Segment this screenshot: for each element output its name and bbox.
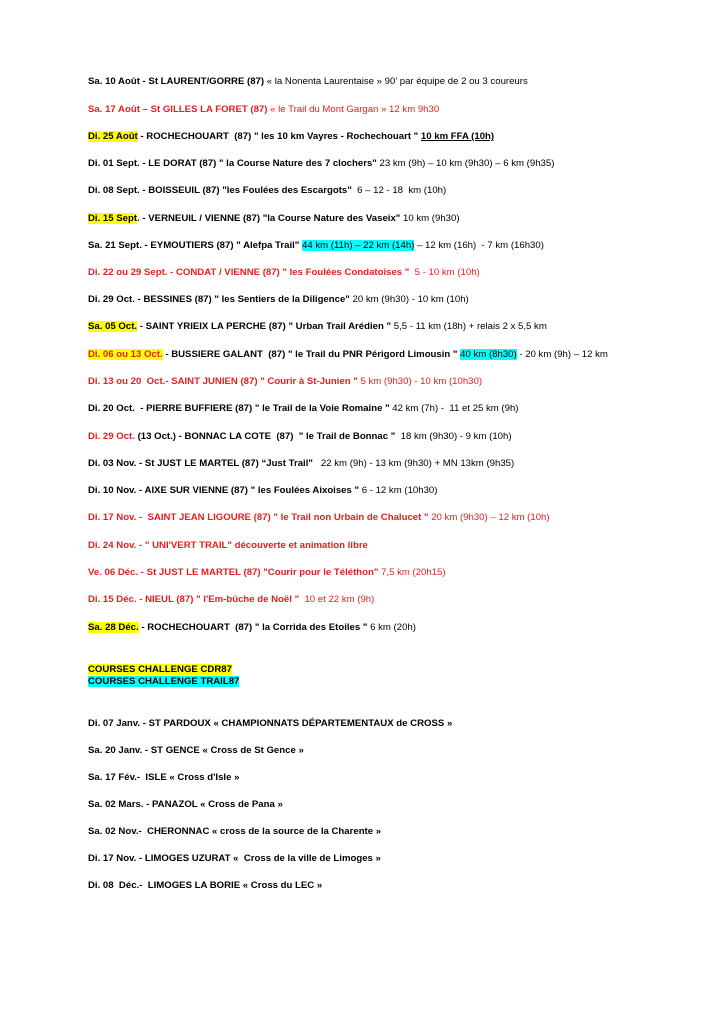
event-details: - 20 km (9h) – 12 km bbox=[516, 349, 608, 360]
event-place: NIEUL (87) bbox=[145, 594, 197, 605]
event-details: 5,5 - 11 km (18h) + relais 2 x 5,5 km bbox=[393, 321, 547, 332]
event-date: Di. 22 ou 29 Sept. bbox=[88, 267, 168, 278]
event-date: Sa. 05 Oct. bbox=[88, 321, 138, 332]
event-date: Sa. 10 Août bbox=[88, 76, 140, 87]
event-date: Di. 15 Sept bbox=[88, 213, 138, 224]
event-date: Di. 20 Oct. bbox=[88, 403, 135, 414]
event-highlight: 40 km (8h30) bbox=[460, 349, 517, 360]
event-line bbox=[88, 403, 518, 415]
event-details: 20 km (9h30) – 12 km (10h) bbox=[431, 512, 550, 523]
event-name: "Courir pour le Téléthon" bbox=[263, 567, 382, 578]
event-name: "les Foulées des Escargots" bbox=[222, 185, 355, 196]
event-details: 6 – 12 - 18 km (10h) bbox=[354, 185, 447, 196]
event-date: Di. 10 Nov. bbox=[88, 485, 137, 496]
event-place: AIXE SUR VIENNE (87) bbox=[144, 485, 251, 496]
event-place: VERNEUIL / VIENNE (87) bbox=[148, 213, 263, 224]
legend-trail87-label: COURSES CHALLENGE TRAIL87 bbox=[88, 676, 240, 687]
event-date: Di. 29 Oct. bbox=[88, 294, 135, 305]
event-details: 10 km FFA (10h) bbox=[420, 131, 495, 142]
event-place: SAINT JEAN LIGOURE (87) bbox=[147, 512, 274, 523]
event-name: " l'Em-bûche de Noël " bbox=[196, 594, 302, 605]
event-highlight: 44 km (11h) – 22 km (14h) bbox=[302, 240, 415, 251]
event-place: BUSSIERE GALANT (87) bbox=[171, 349, 288, 360]
event-line bbox=[88, 431, 512, 443]
event-name: " Urban Trail Arédien " bbox=[288, 321, 394, 332]
event-separator: - bbox=[141, 240, 151, 251]
event-details: 5 - 10 km (10h) bbox=[412, 267, 480, 278]
event-name: " les Sentiers de la Diligence" bbox=[214, 294, 353, 305]
cross-line bbox=[88, 880, 322, 892]
event-separator: - bbox=[136, 540, 145, 551]
event-separator: - bbox=[136, 458, 145, 469]
event-line bbox=[88, 185, 446, 197]
event-date: Sa. 21 Sept. bbox=[88, 240, 142, 251]
event-place: BESSINES (87) bbox=[143, 294, 215, 305]
event-name: " Alefpa Trail" bbox=[236, 240, 303, 251]
event-name: " le Trail de la Voie Romaine " bbox=[254, 403, 393, 414]
cross-line bbox=[88, 799, 283, 811]
event-details: 7,5 km (20h15) bbox=[381, 567, 446, 578]
event-name: " le Trail de Bonnac " bbox=[298, 431, 398, 442]
event-line bbox=[88, 349, 608, 361]
event-date: Di. 15 Déc. bbox=[88, 594, 137, 605]
event-name: " le Trail non Urbain de Chalucet " bbox=[273, 512, 432, 523]
legend-trail87 bbox=[88, 676, 239, 688]
event-date: Di. 24 Nov. bbox=[88, 540, 137, 551]
event-place: ROCHECHOUART (87) bbox=[147, 622, 255, 633]
event-line bbox=[88, 321, 547, 333]
event-date: Di. 03 Nov. bbox=[88, 458, 137, 469]
cross-name: « Cross de Pana » bbox=[200, 799, 283, 810]
event-details: 10 et 22 km (9h) bbox=[301, 594, 375, 605]
cross-line bbox=[88, 745, 304, 757]
event-line bbox=[88, 104, 439, 116]
event-line bbox=[88, 76, 528, 88]
cross-date: Sa. 02 Nov. bbox=[88, 826, 139, 837]
cross-date: Sa. 02 Mars. bbox=[88, 799, 144, 810]
cross-date: Di. 17 Nov. bbox=[88, 853, 137, 864]
cross-separator: - bbox=[143, 799, 152, 810]
event-place: EYMOUTIERS (87) bbox=[150, 240, 237, 251]
cross-place: CHERONNAC bbox=[147, 826, 213, 837]
cross-place: ST GENCE bbox=[150, 745, 203, 756]
event-name: " le Trail du PNR Périgord Limousin " bbox=[287, 349, 461, 360]
event-separator: - bbox=[139, 158, 149, 169]
cross-place: ISLE bbox=[145, 772, 170, 783]
event-details: 22 km (9h) - 13 km (9h30) + MN 13km (9h35) bbox=[315, 458, 515, 469]
event-line bbox=[88, 158, 554, 170]
cross-separator: - bbox=[142, 745, 151, 756]
event-separator: – bbox=[139, 104, 151, 115]
event-separator: - bbox=[138, 567, 147, 578]
event-separator: - bbox=[167, 267, 176, 278]
event-line bbox=[88, 267, 480, 279]
event-separator: - bbox=[165, 376, 172, 387]
event-line bbox=[88, 512, 550, 524]
event-separator: - bbox=[137, 131, 147, 142]
event-date: Di. 06 ou 13 Oct. bbox=[88, 349, 163, 360]
event-line bbox=[88, 376, 482, 388]
cross-date: Di. 07 Janv. bbox=[88, 718, 141, 729]
event-place: SAINT YRIEIX LA PERCHE (87) bbox=[145, 321, 289, 332]
event-separator: - bbox=[138, 622, 148, 633]
cross-name: « CHAMPIONNATS DÉPARTEMENTAUX de CROSS » bbox=[213, 718, 453, 729]
event-name: " les Foulées Condatoises " bbox=[282, 267, 413, 278]
event-place: SAINT JUNIEN (87) bbox=[171, 376, 261, 387]
cross-separator: - bbox=[138, 826, 148, 837]
event-separator: - bbox=[136, 594, 146, 605]
event-date: Di. 08 Sept. bbox=[88, 185, 140, 196]
event-place: ROCHECHOUART (87) bbox=[146, 131, 254, 142]
event-date: Ve. 06 Déc. bbox=[88, 567, 139, 578]
event-date: Di. 17 Nov. bbox=[88, 512, 137, 523]
event-details: « la Nonenta Laurentaise » 90’ par équipe de 2 ou 3 coureurs bbox=[266, 76, 528, 87]
event-name: " UNI'VERT TRAIL" découverte et animation libre bbox=[144, 540, 368, 551]
cross-place: ST PARDOUX bbox=[148, 718, 214, 729]
event-place: St GILLES LA FORET (87) bbox=[150, 104, 271, 115]
event-line bbox=[88, 485, 437, 497]
cross-name: « Cross de la ville de Limoges » bbox=[233, 853, 381, 864]
event-details: 6 km (20h) bbox=[370, 622, 416, 633]
event-date: Di. 01 Sept. bbox=[88, 158, 140, 169]
cross-name: « Cross de St Gence » bbox=[202, 745, 304, 756]
event-place: BOISSEUIL (87) bbox=[148, 185, 223, 196]
cross-separator: - bbox=[136, 853, 145, 864]
event-date: Sa. 17 Août bbox=[88, 104, 140, 115]
event-name: " la Course Nature des 7 clochers" bbox=[218, 158, 380, 169]
event-name: " les 10 km Vayres - Rochechouart " bbox=[253, 131, 421, 142]
event-line bbox=[88, 567, 446, 579]
legend-cdr87 bbox=[88, 664, 232, 676]
event-separator: - bbox=[136, 512, 148, 523]
event-date: Di. 13 ou 20 Oct. bbox=[88, 376, 166, 387]
event-details: 6 - 12 km (10h30) bbox=[361, 485, 438, 496]
cross-place: PANAZOL bbox=[152, 799, 201, 810]
event-separator: - bbox=[162, 349, 172, 360]
event-place: LE DORAT (87) bbox=[148, 158, 219, 169]
cross-line bbox=[88, 718, 452, 730]
event-line bbox=[88, 131, 494, 143]
event-details: « le Trail du Mont Gargan » 12 km 9h30 bbox=[270, 104, 440, 115]
event-place: CONDAT / VIENNE (87) bbox=[175, 267, 283, 278]
cross-date: Di. 08 Déc. bbox=[88, 880, 140, 891]
cross-place: LIMOGES LA BORIE bbox=[147, 880, 243, 891]
event-place: St JUST LE MARTEL (87) bbox=[146, 567, 264, 578]
event-separator: - bbox=[139, 185, 149, 196]
event-details: 42 km (7h) - 11 et 25 km (9h) bbox=[392, 403, 519, 414]
event-name: " Courir à St-Junien " bbox=[260, 376, 361, 387]
event-details: 18 km (9h30) - 9 km (10h) bbox=[397, 431, 512, 442]
event-line bbox=[88, 213, 460, 225]
cross-separator: - bbox=[139, 880, 148, 891]
event-details: 5 km (9h30) - 10 km (10h30) bbox=[360, 376, 483, 387]
event-line bbox=[88, 240, 544, 252]
event-date: Di. 29 Oct. bbox=[88, 431, 135, 442]
event-line bbox=[88, 622, 416, 634]
event-details: – 12 km (16h) - 7 km (16h30) bbox=[414, 240, 544, 251]
event-name: " les Foulées Aixoises " bbox=[250, 485, 362, 496]
legend-cdr87-label: COURSES CHALLENGE CDR87 bbox=[88, 664, 232, 675]
event-line bbox=[88, 540, 368, 552]
event-line bbox=[88, 594, 374, 606]
event-line bbox=[88, 294, 469, 306]
cross-separator: - bbox=[136, 772, 146, 783]
cross-name: « cross de la source de la Charente » bbox=[212, 826, 382, 837]
event-place: St LAURENT/GORRE (87) bbox=[148, 76, 267, 87]
event-line bbox=[88, 458, 514, 470]
cross-separator: - bbox=[140, 718, 149, 729]
cross-name: « Cross d'Isle » bbox=[169, 772, 240, 783]
event-separator: - bbox=[137, 321, 146, 332]
cross-name: « Cross du LEC » bbox=[242, 880, 323, 891]
event-separator: - bbox=[134, 403, 147, 414]
event-name: " la Corrida des Etoiles " bbox=[254, 622, 371, 633]
event-place: St JUST LE MARTEL (87) bbox=[144, 458, 262, 469]
event-details: 20 km (9h30) - 10 km (10h) bbox=[352, 294, 469, 305]
event-name: “Just Trail" bbox=[261, 458, 316, 469]
event-place: BONNAC LA COTE (87) bbox=[184, 431, 299, 442]
event-separator: - bbox=[139, 76, 149, 87]
event-separator: . - bbox=[137, 213, 149, 224]
cross-line bbox=[88, 826, 381, 838]
event-separator: - bbox=[134, 294, 144, 305]
cross-date: Sa. 17 Fév. bbox=[88, 772, 137, 783]
cross-line bbox=[88, 772, 239, 784]
event-date: Sa. 28 Déc. bbox=[88, 622, 139, 633]
event-separator: (13 Oct.) - bbox=[134, 431, 185, 442]
event-details: 23 km (9h) – 10 km (9h30) – 6 km (9h35) bbox=[379, 158, 555, 169]
cross-date: Sa. 20 Janv. bbox=[88, 745, 143, 756]
event-name: "la Course Nature des Vaseix" bbox=[262, 213, 403, 224]
event-date: Di. 25 Août bbox=[88, 131, 138, 142]
cross-line bbox=[88, 853, 381, 865]
event-details: 10 km (9h30) bbox=[403, 213, 460, 224]
cross-place: LIMOGES UZURAT bbox=[144, 853, 234, 864]
event-separator: - bbox=[136, 485, 145, 496]
event-place: PIERRE BUFFIERE (87) bbox=[146, 403, 255, 414]
